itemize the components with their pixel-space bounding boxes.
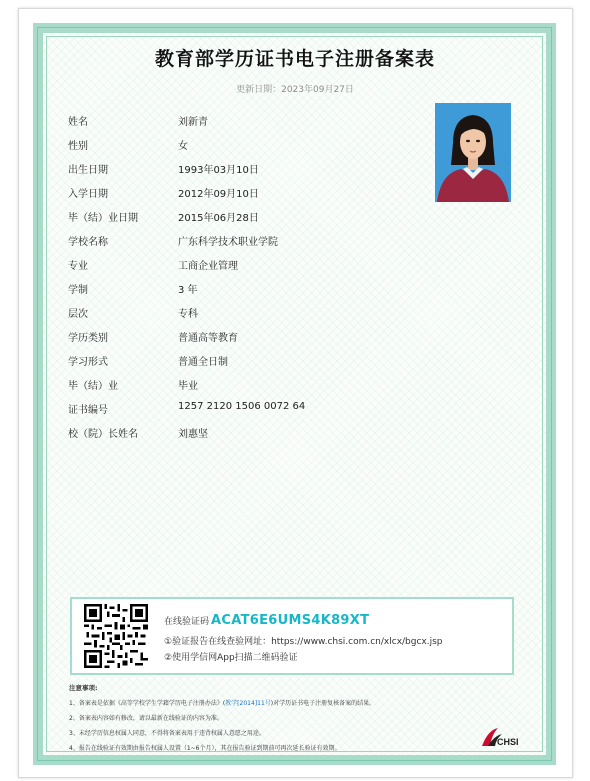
regulation-link[interactable]: 教学[2014]11号 bbox=[225, 700, 271, 707]
field-label: 出生日期 bbox=[68, 165, 108, 176]
field-label: 毕（结）业 bbox=[68, 381, 118, 392]
verification-code: ACAT6E6UMS4K89XT bbox=[211, 613, 370, 628]
id-photo bbox=[435, 103, 511, 202]
note-item-4: 4、报告在线验证有效期由报告权属人设置（1~6个月），其在报告验证到期前可再次延长验证有效期。 bbox=[69, 745, 341, 752]
field-value: 工商企业管理 bbox=[178, 261, 238, 272]
field-value: 普通高等教育 bbox=[178, 333, 238, 344]
field-label: 学校名称 bbox=[68, 237, 108, 248]
field-label: 校（院）长姓名 bbox=[68, 429, 138, 440]
field-value: 毕业 bbox=[178, 381, 198, 392]
chsi-logo-text: CHSI bbox=[497, 737, 519, 747]
field-value: 1257 2120 1506 0072 64 bbox=[178, 401, 306, 412]
field-value: 刘惠坚 bbox=[178, 429, 208, 440]
page-title: 教育部学历证书电子注册备案表 bbox=[154, 48, 435, 70]
field-value: 专科 bbox=[178, 309, 198, 320]
verification-app-text: ②使用学信网App扫描二维码验证 bbox=[164, 653, 298, 663]
note-text: )对学历证书电子注册复核备案的结果。 bbox=[270, 700, 376, 707]
field-label: 入学日期 bbox=[68, 189, 108, 200]
note-item-2: 2、备案表内容如有修改，请以最新在线验证的内容为准。 bbox=[69, 715, 223, 722]
field-label: 学历类别 bbox=[68, 333, 108, 344]
field-value: 普通全日制 bbox=[178, 357, 228, 368]
portrait-image bbox=[435, 103, 511, 202]
field-value: 刘新青 bbox=[178, 117, 208, 128]
update-date: 更新日期：2023年09月27日 bbox=[236, 85, 354, 95]
field-label: 证书编号 bbox=[68, 405, 108, 416]
field-value: 女 bbox=[178, 141, 188, 152]
note-item-3: 3、未经学历信息权属人同意，不得将备案表用于违背权属人意愿之用途。 bbox=[69, 730, 265, 737]
verification-code-label: 在线验证码 bbox=[164, 617, 210, 627]
field-label: 性别 bbox=[68, 141, 88, 152]
verification-code-line bbox=[164, 613, 369, 628]
field-label: 专业 bbox=[68, 261, 88, 272]
field-label: 姓名 bbox=[68, 117, 88, 128]
notes-heading: 注意事项: bbox=[69, 684, 98, 692]
notes-section bbox=[69, 683, 509, 758]
note-item-1 bbox=[69, 698, 509, 707]
field-value: 广东科学技术职业学院 bbox=[178, 237, 278, 248]
verification-url-text: ①验证报告在线查验网址：https://www.chsi.com.cn/xlcx/bgcx.jsp bbox=[164, 637, 443, 647]
verification-box bbox=[70, 597, 514, 675]
field-value: 1993年03月10日 bbox=[178, 165, 259, 176]
field-label: 学制 bbox=[68, 285, 88, 296]
field-value: 3 年 bbox=[178, 285, 198, 296]
qr-code-icon[interactable] bbox=[84, 604, 148, 668]
note-text: 1、备案表是依据《高等学校学生学籍学历电子注册办法》( bbox=[69, 700, 226, 707]
field-value: 2015年06月28日 bbox=[178, 213, 259, 224]
field-label: 学习形式 bbox=[68, 357, 108, 368]
field-label: 层次 bbox=[68, 309, 88, 320]
field-value: 2012年09月10日 bbox=[178, 189, 259, 200]
field-label: 毕（结）业日期 bbox=[68, 213, 138, 224]
